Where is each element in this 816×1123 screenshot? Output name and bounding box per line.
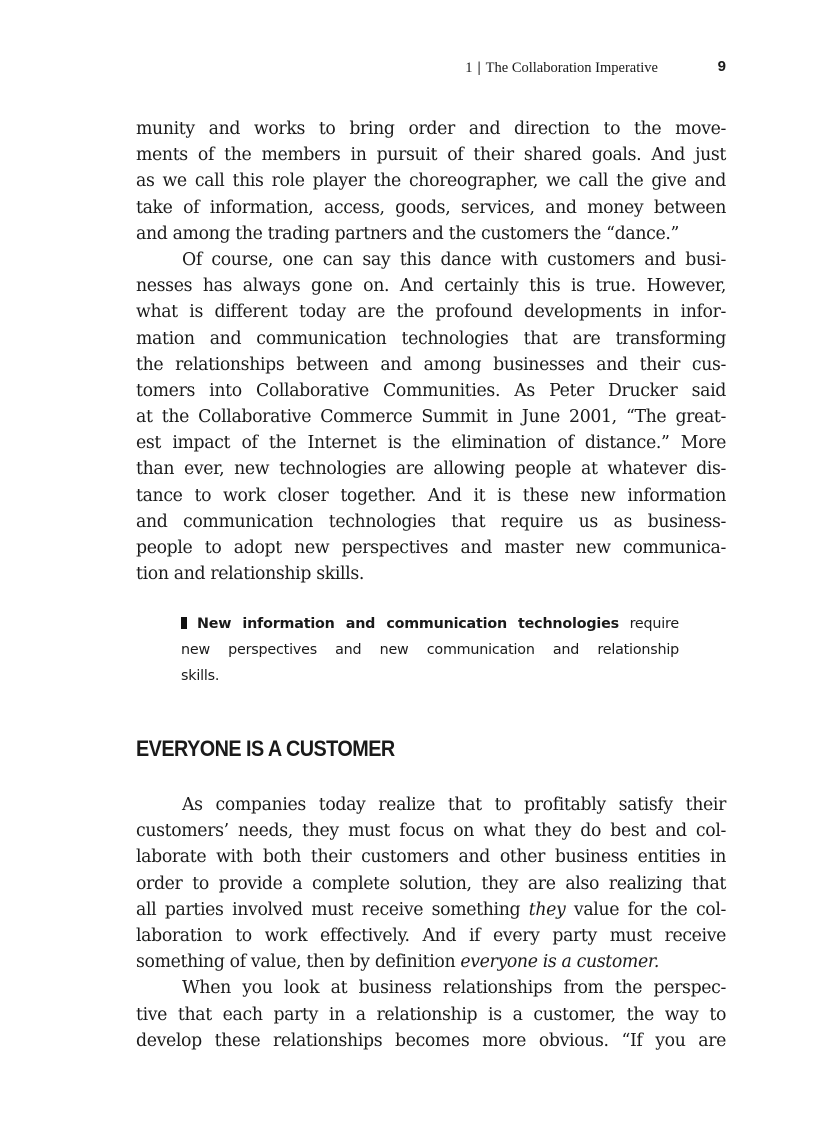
callout-text: require — [618, 616, 679, 632]
text-line: tion and relationship skills. — [136, 564, 365, 585]
pull-quote-callout — [181, 611, 679, 689]
callout-line: skills. — [181, 668, 220, 684]
page-number: 9 — [717, 58, 726, 75]
text-line: tive that each party in a relationship is a customer, the way to — [136, 1004, 726, 1025]
callout-bold-text: New information and communication technologies — [197, 616, 619, 632]
chapter-label — [465, 60, 658, 77]
square-bullet-icon — [181, 617, 187, 629]
text-line — [136, 897, 726, 923]
section-heading: EVERYONE IS A CUSTOMER — [136, 736, 395, 761]
text-line: mation and communication technologies that are transforming — [136, 328, 726, 349]
text-line — [136, 949, 726, 975]
chapter-title: The Collaboration Imperative — [485, 60, 658, 76]
text-line: munity and works to bring order and direction to the move- — [136, 119, 726, 139]
text-line: the relationships between and among businesses and their cus- — [136, 354, 726, 375]
running-header — [400, 58, 730, 80]
text-line: laborate with both their customers and other business entities in — [136, 847, 726, 868]
text-line: nesses has always gone on. And certainly this is true. However, — [136, 276, 726, 297]
text-line: take of information, access, goods, services, and money between — [136, 197, 726, 218]
text-line: customers’ needs, they must focus on what they do best and col- — [136, 821, 726, 842]
text-line: Of course, one can say this dance with customers and busi- — [182, 249, 726, 270]
body-section-2 — [136, 792, 726, 1054]
callout-line — [181, 611, 679, 637]
body-section-1 — [136, 116, 726, 587]
text-line: people to adopt new perspectives and master new communica- — [136, 538, 726, 558]
text-line: When you look at business relationships from the perspec- — [182, 978, 726, 999]
text-line: at the Collaborative Commerce Summit in June 2001, “The great- — [136, 407, 726, 428]
text-run: value for the col- — [565, 899, 726, 920]
chapter-number: 1 — [465, 60, 473, 76]
text-line: what is different today are the profound developments in infor- — [136, 302, 726, 323]
text-line: tomers into Collaborative Communities. As Peter Drucker said — [136, 380, 726, 401]
text-line: order to provide a complete solution, they are also realizing that — [136, 873, 726, 894]
text-line: tance to work closer together. And it is these new information — [136, 485, 726, 506]
text-line: and communication technologies that require us as business- — [136, 511, 726, 532]
callout-line: new perspectives and new communication and relationship — [181, 642, 679, 658]
text-line: As companies today realize that to profitably satisfy their — [182, 795, 726, 815]
text-line: est impact of the Internet is the elimination of distance.” More — [136, 433, 726, 454]
header-separator: | — [477, 60, 481, 76]
emphasis-text: everyone is a customer. — [460, 952, 659, 973]
text-line: than ever, new technologies are allowing people at whatever dis- — [136, 459, 726, 480]
text-line: as we call this role player the choreographer, we call the give and — [136, 171, 726, 192]
text-run: something of value, then by definition — [136, 952, 461, 973]
text-line: laboration to work effectively. And if every party must receive — [136, 925, 726, 946]
text-line: develop these relationships becomes more obvious. “If you are — [136, 1030, 726, 1051]
text-run: all parties involved must receive something — [136, 899, 529, 920]
emphasis-text: they — [528, 899, 566, 920]
text-line: and among the trading partners and the customers the “dance.” — [136, 223, 679, 244]
text-line: ments of the members in pursuit of their shared goals. And just — [136, 145, 726, 166]
